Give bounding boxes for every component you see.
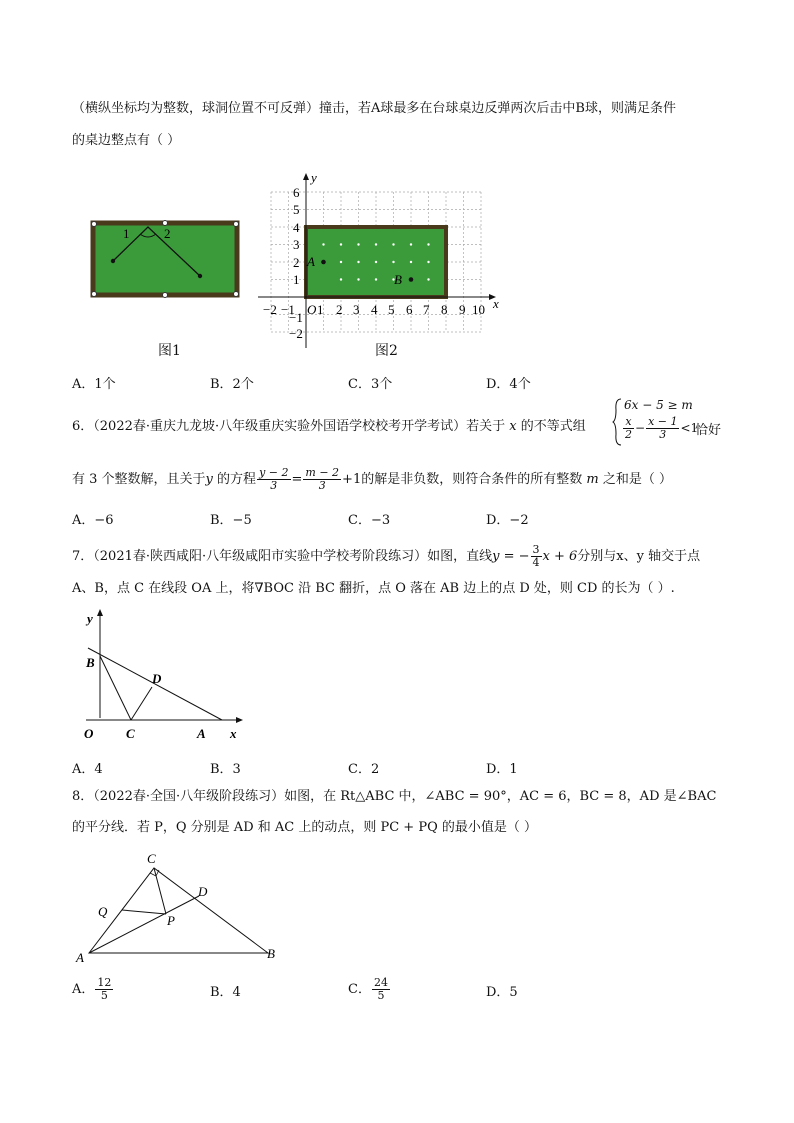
q7-option-a[interactable]: A．4 (72, 762, 103, 777)
q8-point-d: D (198, 884, 208, 899)
svg-text:−1: −1 (281, 302, 295, 317)
q7-point-c: C (126, 726, 135, 741)
q7-text-line2: A、B，点 C 在线段 OA 上，将∇BOC 沿 BC 翻折，点 O 落在 AB 边上的点 D 处，则 CD 的长为（ ）. (72, 581, 675, 596)
svg-text:−2: −2 (289, 326, 303, 341)
svg-text:6: 6 (293, 185, 300, 200)
q8-point-c: C (147, 851, 156, 866)
q8-text-line2: 的平分线．若 P，Q 分别是 AD 和 AC 上的动点，则 PC + PQ 的最小值是（ ） (72, 820, 537, 835)
q5-figure2-coordinate-grid (258, 170, 508, 350)
angle-2-label: 2 (164, 226, 171, 241)
svg-text:4: 4 (371, 302, 378, 317)
svg-text:7: 7 (423, 302, 430, 317)
q8-point-p: P (167, 913, 175, 928)
q8-option-d[interactable]: D．5 (486, 985, 518, 1000)
q8-text-line1: 8．（2022春·全国·八年级阶段练习）如图，在 Rt△ABC 中，∠ABC = 90°，AC = 6，BC = 8，AD 是∠BAC (72, 789, 717, 804)
q6-option-c[interactable]: C．−3 (348, 513, 391, 528)
q8-figure-triangle (72, 848, 286, 966)
y-axis-label: y (311, 170, 317, 185)
q6-option-d[interactable]: D．−2 (486, 513, 529, 528)
svg-text:−2: −2 (263, 302, 277, 317)
q6-text-line2: 有 3 个整数解，且关于y 的方程 $\frac{y - 2}{3}$ = $\frac{m - 2}{3}$ +1的解是非负数，则符合条件的所有整数 m 之和是（ ） (72, 466, 672, 492)
svg-text:4: 4 (293, 220, 300, 235)
q7-x-label: x (230, 726, 237, 741)
q7-text-line1: 7．（2021春·陕西咸阳·八年级咸阳市实验中学校考阶段练习）如图，直线y = − $\frac{3}{4}$ x + 6分别与x、y 轴交于点 (72, 543, 701, 569)
svg-text:1: 1 (293, 272, 300, 287)
q5-option-a[interactable]: A．1个 (72, 377, 116, 392)
q7-point-b: B (86, 655, 95, 670)
q7-point-a: A (197, 726, 206, 741)
q7-option-c[interactable]: C．2 (348, 762, 380, 777)
svg-text:2: 2 (336, 302, 343, 317)
q7-option-d[interactable]: D．1 (486, 762, 518, 777)
angle-1-label: 1 (123, 226, 130, 241)
q6-inequality-2: $\frac{x}{2}$ − $\frac{x - 1}{3}$ <1 (625, 415, 699, 441)
q8-point-b: B (267, 946, 275, 961)
svg-text:3: 3 (353, 302, 360, 317)
svg-text:8: 8 (441, 302, 448, 317)
q8-option-a[interactable]: A． $\frac{12}{5}$ (72, 976, 112, 1002)
q6-inequality-1: 6x − 5 ≥ m (624, 398, 693, 412)
x-axis-label: x (493, 296, 499, 311)
q7-option-b[interactable]: B．3 (210, 762, 241, 777)
q5-option-b[interactable]: B．2个 (210, 377, 254, 392)
svg-text:10: 10 (472, 302, 485, 317)
q8-option-b[interactable]: B．4 (210, 985, 241, 1000)
svg-text:1: 1 (317, 302, 324, 317)
point-b-label: B (394, 272, 402, 287)
q7-figure-triangle (80, 606, 252, 746)
svg-text:3: 3 (293, 237, 300, 252)
origin-label: O (307, 302, 317, 317)
q5-option-c[interactable]: C．3个 (348, 377, 393, 392)
q7-point-o: O (84, 726, 94, 741)
q8-option-c[interactable]: C． $\frac{24}{5}$ (348, 976, 388, 1002)
q5-figure2-caption: 图2 (375, 343, 398, 359)
q5-text-line1: （横纵坐标均为整数，球洞位置不可反弹）撞击，若A球最多在台球桌边反弹两次后击中B球，则满足条件 (72, 101, 676, 116)
q5-option-d[interactable]: D．4个 (486, 377, 531, 392)
q6-option-b[interactable]: B．−5 (210, 513, 252, 528)
svg-text:5: 5 (293, 202, 300, 217)
q6-suffix: 恰好 (695, 423, 722, 438)
q6-text-line1: 6．（2022春·重庆九龙坡·八年级重庆实验外国语学校校考开学考试）若关于 x 的不等式组 (72, 419, 586, 434)
svg-text:5: 5 (388, 302, 395, 317)
svg-text:−1: −1 (289, 310, 303, 325)
q5-figure1-pool-table (88, 218, 243, 300)
q8-point-q: Q (98, 904, 108, 919)
svg-text:2: 2 (293, 255, 300, 270)
svg-text:6: 6 (406, 302, 413, 317)
q6-option-a[interactable]: A．−6 (72, 513, 114, 528)
q5-text-line2: 的桌边整点有（ ） (72, 133, 181, 148)
q7-y-label: y (87, 611, 93, 626)
svg-text:9: 9 (459, 302, 466, 317)
q8-point-a: A (76, 950, 84, 965)
point-a-label: A (307, 254, 315, 269)
q7-point-d: D (152, 671, 162, 686)
q5-figure1-caption: 图1 (158, 343, 181, 359)
